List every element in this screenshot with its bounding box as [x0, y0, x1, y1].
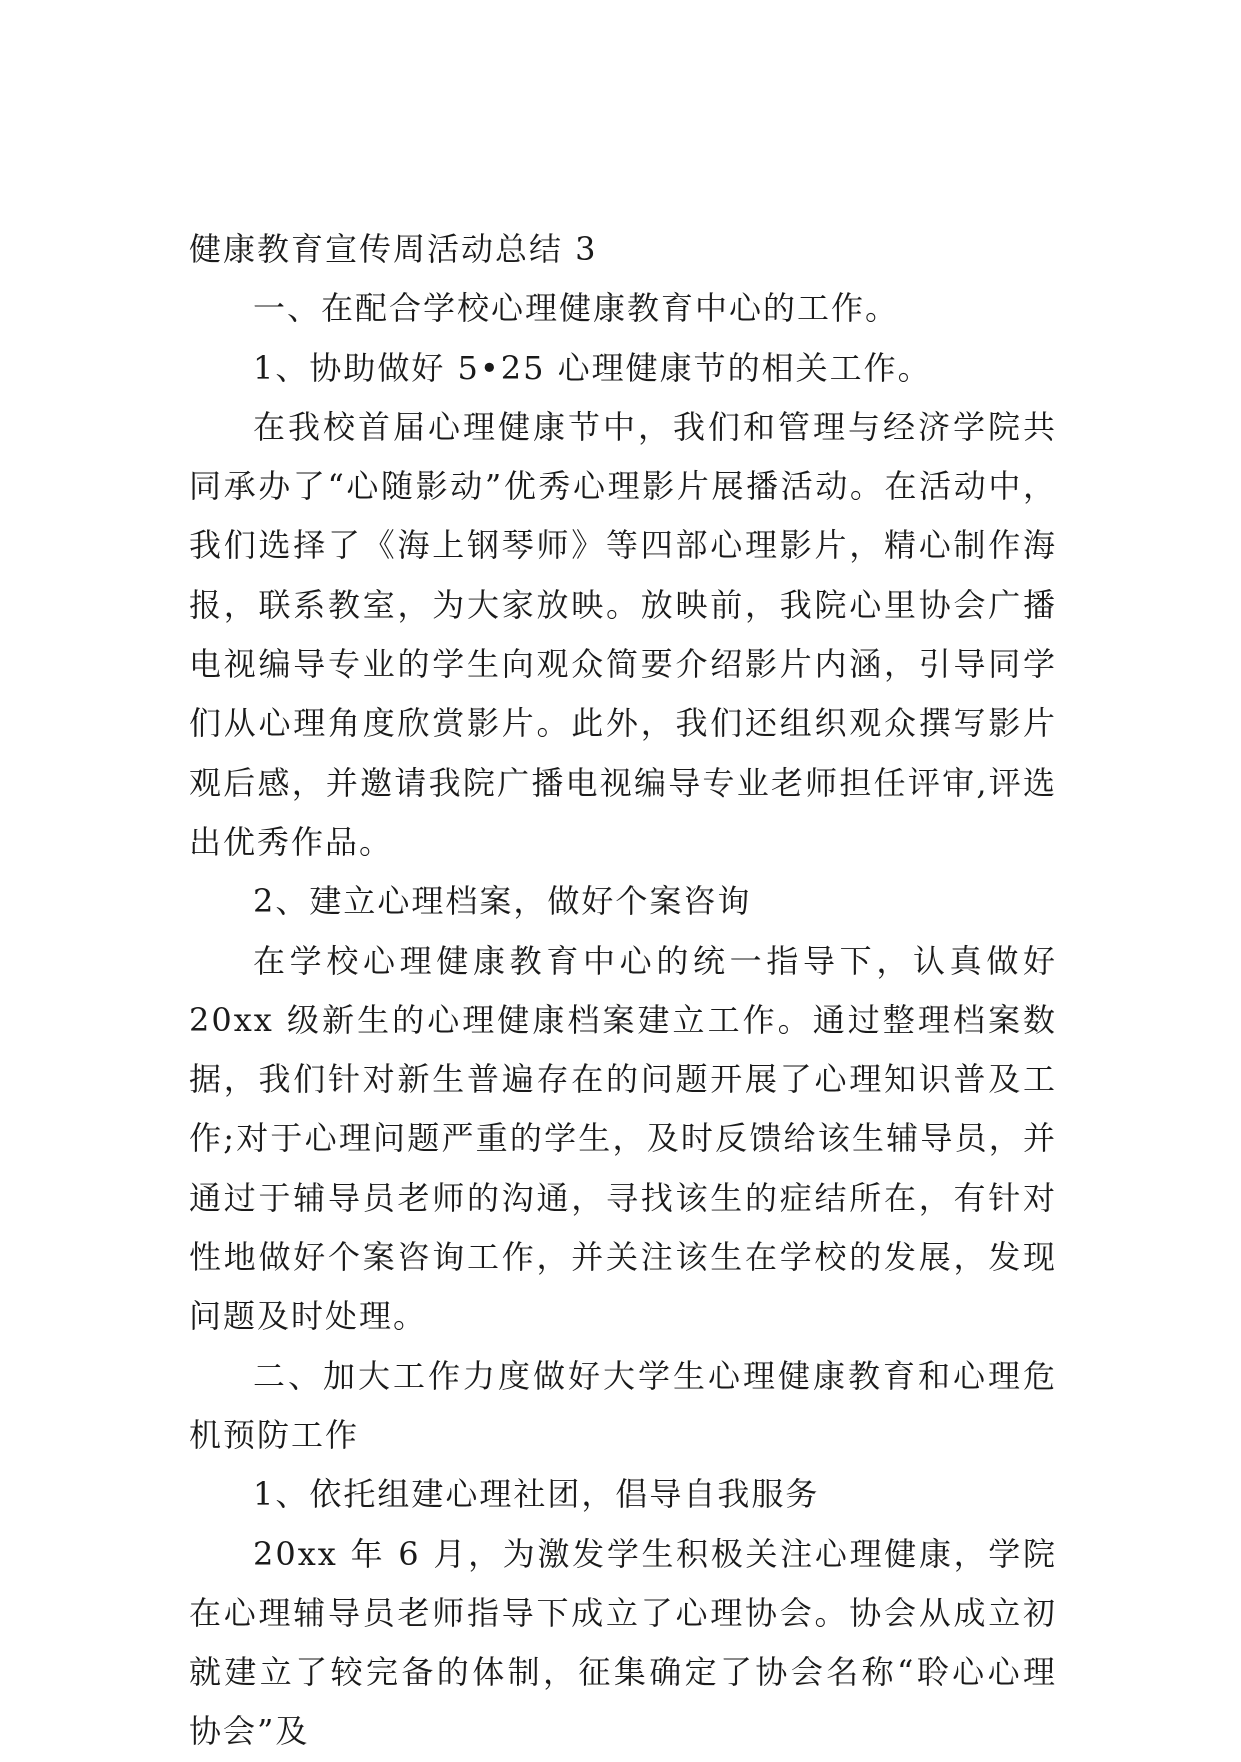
document-title: 健康教育宣传周活动总结 3 — [189, 230, 598, 268]
paragraph-body: 在我校首届心理健康节中，我们和管理与经济学院共同承办了“心随影动”优秀心理影片展播活动。在活动中，我们选择了《海上钢琴师》等四部心理影片，精心制作海报，联系教室，为大家放映。放映前，我院心里协会广播电视编导专业的学生向观众简要介绍影片内涵，引导同学们从心理角度欣赏影片。此外，我们还组织观众撰写影片观后感，并邀请我院广播电视编导专业老师担任评审,评选出优秀作品。 — [189, 407, 1057, 861]
paragraph-item-2-1: 1、依托组建心理社团，倡导自我服务 — [253, 1475, 820, 1514]
document-page — [189, 220, 1057, 1762]
paragraph-item-1-1: 1、协助做好 5•25 心理健康节的相关工作。 — [253, 348, 932, 387]
paragraph-section-2-heading: 二、加大工作力度做好大学生心理健康教育和心理危机预防工作 — [189, 1356, 1057, 1454]
paragraph-body: 在学校心理健康教育中心的统一指导下，认真做好 20xx 级新生的心理健康档案建立工作。通过整理档案数据，我们针对新生普遍存在的问题开展了心理知识普及工作;对于心理问题严重的学生，及时反馈给该生辅导员，并通过于辅导员老师的沟通，寻找该生的症结所在，有针对性地做好个案咨询工作，并关注该生在学校的发展，发现问题及时处理。 — [189, 941, 1057, 1336]
paragraph-body: 20xx 年 6 月，为激发学生积极关注心理健康，学院在心理辅导员老师指导下成立了心理协会。协会从成立初就建立了较完备的体制，征集确定了协会名称“聆心心理协会”及 — [189, 1534, 1057, 1751]
paragraph-item-1-2: 2、建立心理档案，做好个案咨询 — [253, 882, 752, 921]
paragraph-section-1-heading: 一、在配合学校心理健康教育中心的工作。 — [253, 289, 900, 328]
